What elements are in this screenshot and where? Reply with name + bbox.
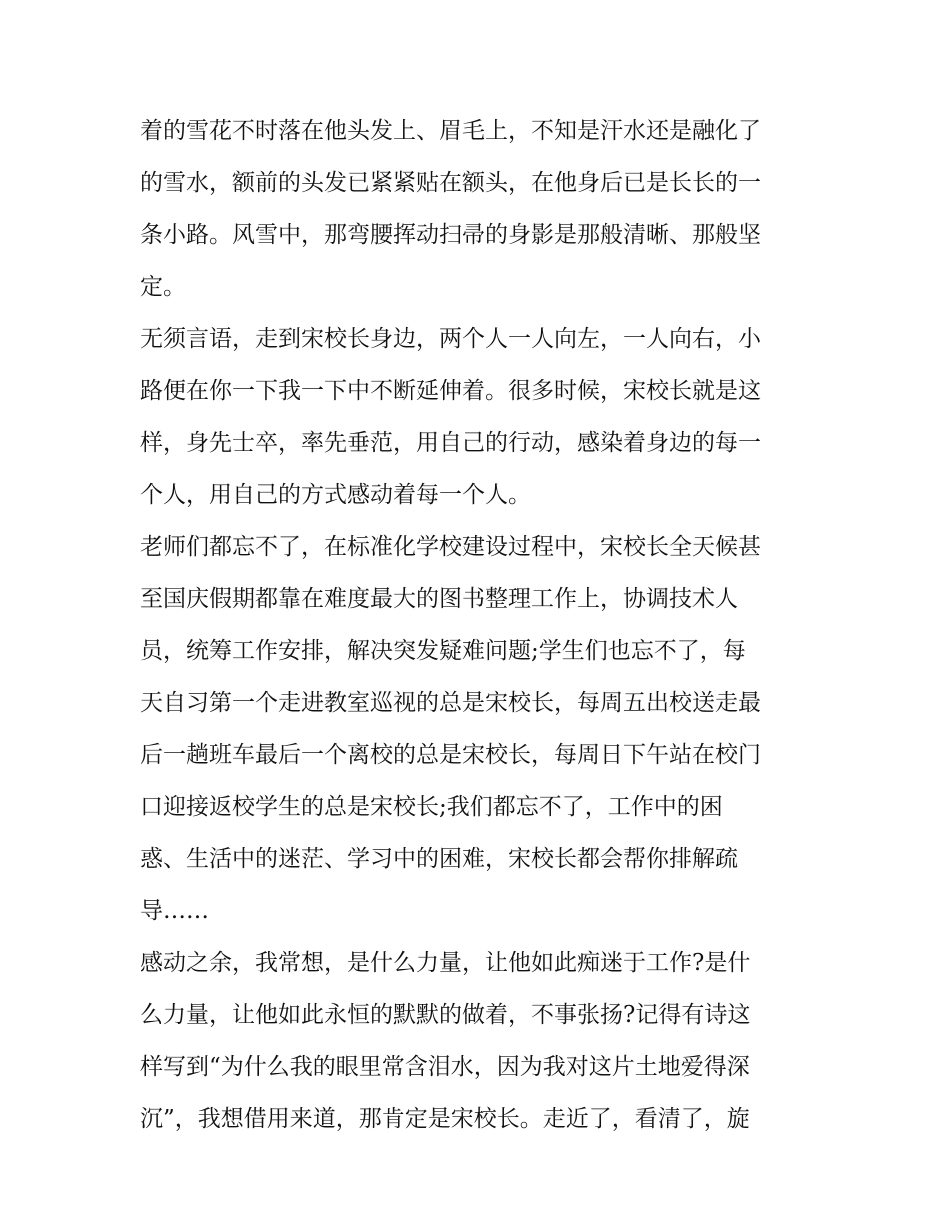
text-line: 口迎接返校学生的总是宋校长;我们都忘不了，工作中的困: [140, 794, 723, 820]
text-line: 员，统筹工作安排，解决突发疑难问题;学生们也忘不了，每: [140, 638, 746, 664]
text-line: 至国庆假期都靠在难度最大的图书整理工作上，协调技术人: [140, 586, 738, 612]
text-line: 样，身先士卒，率先垂范，用自己的行动，感染着身边的每一: [140, 430, 761, 456]
text-line: 导……: [140, 898, 209, 924]
text-line: 的雪水，额前的头发已紧紧贴在额头，在他身后已是长长的一: [140, 170, 761, 196]
text-line: 着的雪花不时落在他头发上、眉毛上，不知是汗水还是融化了: [140, 118, 761, 144]
text-line: 样写到“为什么我的眼里常含泪水，因为我对这片土地爱得深: [140, 1054, 750, 1080]
text-line: 老师们都忘不了，在标准化学校建设过程中，宋校长全天候甚: [140, 534, 761, 560]
text-line: 么力量，让他如此永恒的默默的做着，不事张扬?记得有诗这: [140, 1002, 751, 1028]
text-line: 个人，用自己的方式感动着每一个人。: [140, 482, 531, 508]
text-line: 定。: [140, 274, 186, 300]
text-line: 天自习第一个走进教室巡视的总是宋校长，每周五出校送走最: [140, 690, 761, 716]
text-line: 路便在你一下我一下中不断延伸着。很多时候，宋校长就是这: [140, 378, 761, 404]
text-line: 无须言语，走到宋校长身边，两个人一人向左，一人向右，小: [140, 326, 761, 352]
text-line: 感动之余，我常想，是什么力量，让他如此痴迷于工作?是什: [140, 950, 751, 976]
text-line: 条小路。风雪中，那弯腰挥动扫帚的身影是那般清晰、那般坚: [140, 222, 761, 248]
text-line: 后一趟班车最后一个离校的总是宋校长，每周日下午站在校门: [140, 742, 761, 768]
body-text: [140, 105, 820, 1145]
text-line: 沉”，我想借用来道，那肯定是宋校长。走近了，看清了，旋: [140, 1106, 750, 1132]
text-line: 惑、生活中的迷茫、学习中的困难，宋校长都会帮你排解疏: [140, 846, 738, 872]
